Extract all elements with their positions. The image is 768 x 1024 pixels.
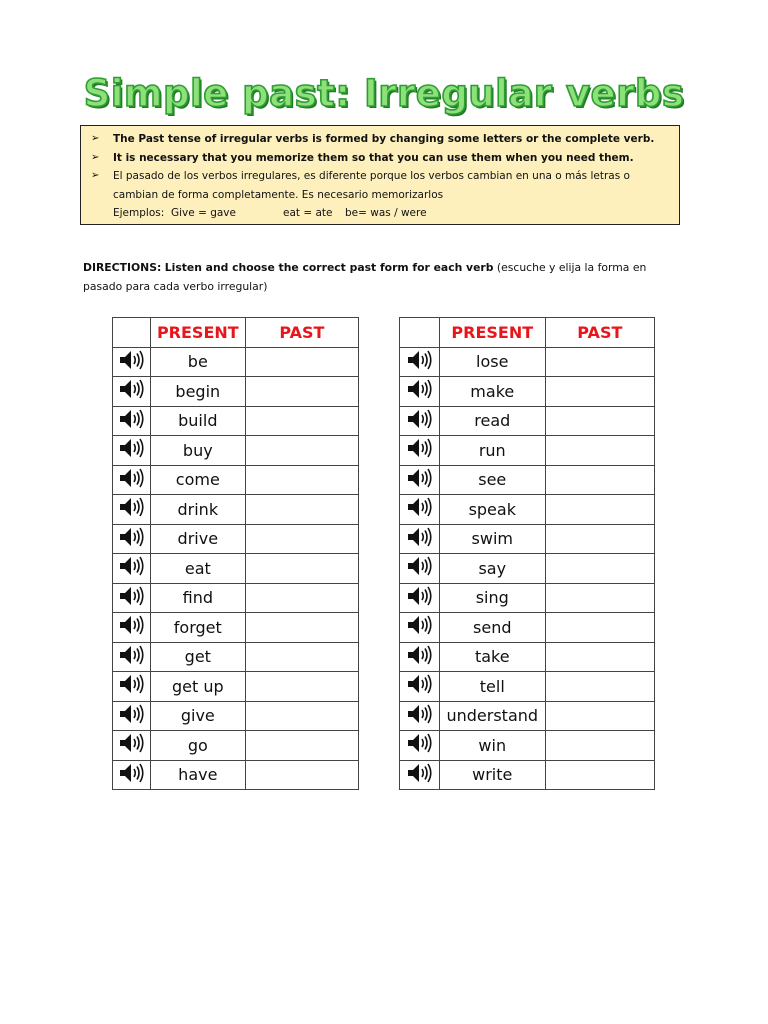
past-answer-field[interactable] — [245, 347, 358, 377]
arrow-bullet-icon: ➢ — [91, 170, 100, 181]
audio-cell — [400, 495, 440, 525]
present-verb: tell — [439, 672, 545, 702]
past-answer-field[interactable] — [245, 495, 358, 525]
info-text-2: It is necessary that you memorize them so that you can use them when you need them. — [113, 151, 634, 164]
speaker-audio-icon[interactable] — [118, 408, 144, 430]
speaker-audio-icon[interactable] — [406, 467, 432, 489]
verb-row — [113, 436, 359, 466]
verb-row — [400, 465, 655, 495]
speaker-audio-icon[interactable] — [406, 437, 432, 459]
audio-cell — [400, 406, 440, 436]
example-3: be= was / were — [345, 207, 427, 219]
verb-row — [113, 701, 359, 731]
present-verb: write — [439, 760, 545, 790]
verb-row — [113, 347, 359, 377]
verb-row — [113, 583, 359, 613]
speaker-audio-icon[interactable] — [406, 762, 432, 784]
verb-row — [400, 672, 655, 702]
info-line-4 — [91, 186, 671, 205]
past-answer-field[interactable] — [245, 406, 358, 436]
verb-row — [400, 642, 655, 672]
directions — [83, 258, 683, 296]
audio-cell — [113, 436, 151, 466]
info-box — [80, 125, 680, 225]
verb-row — [113, 406, 359, 436]
past-answer-field[interactable] — [545, 406, 654, 436]
present-verb: buy — [150, 436, 245, 466]
audio-cell — [113, 377, 151, 407]
past-answer-field[interactable] — [245, 377, 358, 407]
info-text-3a: El pasado de los verbos irregulares, es diferente porque los verbos cambian en una o más letras o — [113, 170, 630, 182]
verb-row — [400, 495, 655, 525]
past-answer-field[interactable] — [545, 701, 654, 731]
verb-row — [400, 377, 655, 407]
past-answer-field[interactable] — [245, 524, 358, 554]
verb-row — [400, 613, 655, 643]
speaker-audio-icon[interactable] — [118, 526, 144, 548]
audio-cell — [113, 524, 151, 554]
past-answer-field[interactable] — [245, 465, 358, 495]
directions-spanish-2: pasado para cada verbo irregular) — [83, 280, 268, 293]
directions-spanish-1: (escuche y elija la forma en — [496, 261, 647, 274]
verb-row — [400, 436, 655, 466]
verb-row — [113, 465, 359, 495]
past-answer-field[interactable] — [245, 731, 358, 761]
present-header: PRESENT — [150, 318, 245, 348]
present-verb: make — [439, 377, 545, 407]
speaker-audio-icon[interactable] — [406, 378, 432, 400]
directions-label: DIRECTIONS: — [83, 261, 162, 274]
past-answer-field[interactable] — [245, 554, 358, 584]
present-header: PRESENT — [439, 318, 545, 348]
speaker-audio-icon[interactable] — [118, 467, 144, 489]
verb-row — [400, 406, 655, 436]
verb-row — [113, 672, 359, 702]
speaker-audio-icon[interactable] — [406, 614, 432, 636]
past-answer-field[interactable] — [245, 701, 358, 731]
present-verb: speak — [439, 495, 545, 525]
table-header-row — [113, 318, 359, 348]
icon-column-header — [113, 318, 151, 348]
audio-cell — [113, 672, 151, 702]
past-answer-field[interactable] — [545, 347, 654, 377]
speaker-audio-icon[interactable] — [406, 555, 432, 577]
audio-cell — [113, 583, 151, 613]
past-answer-field[interactable] — [245, 760, 358, 790]
arrow-bullet-icon: ➢ — [91, 133, 100, 144]
present-verb: get up — [150, 672, 245, 702]
past-answer-field[interactable] — [545, 672, 654, 702]
speaker-audio-icon[interactable] — [406, 732, 432, 754]
audio-cell — [400, 524, 440, 554]
speaker-audio-icon[interactable] — [118, 762, 144, 784]
past-answer-field[interactable] — [545, 613, 654, 643]
speaker-audio-icon[interactable] — [118, 349, 144, 371]
present-verb: drink — [150, 495, 245, 525]
speaker-audio-icon[interactable] — [118, 437, 144, 459]
verb-row — [113, 495, 359, 525]
past-answer-field[interactable] — [545, 524, 654, 554]
example-2: eat = ate — [283, 207, 333, 219]
present-verb: understand — [439, 701, 545, 731]
past-answer-field[interactable] — [245, 672, 358, 702]
past-answer-field[interactable] — [545, 731, 654, 761]
verb-row — [400, 347, 655, 377]
verb-row — [113, 377, 359, 407]
present-verb: drive — [150, 524, 245, 554]
info-text-3b: cambian de forma completamente. Es necesario memorizarlos — [113, 188, 444, 201]
verb-row — [400, 731, 655, 761]
audio-cell — [400, 613, 440, 643]
past-answer-field[interactable] — [545, 554, 654, 584]
verb-table-right — [399, 317, 655, 790]
audio-cell — [113, 554, 151, 584]
present-verb: go — [150, 731, 245, 761]
verb-row — [113, 524, 359, 554]
audio-cell — [113, 495, 151, 525]
speaker-audio-icon[interactable] — [406, 703, 432, 725]
present-verb: win — [439, 731, 545, 761]
present-verb: say — [439, 554, 545, 584]
verb-row — [400, 524, 655, 554]
present-verb: send — [439, 613, 545, 643]
audio-cell — [113, 465, 151, 495]
audio-cell — [400, 672, 440, 702]
audio-cell — [113, 760, 151, 790]
audio-cell — [113, 731, 151, 761]
present-verb: read — [439, 406, 545, 436]
present-verb: give — [150, 701, 245, 731]
examples-line — [91, 204, 671, 223]
verb-row — [113, 731, 359, 761]
past-answer-field[interactable] — [545, 583, 654, 613]
audio-cell — [113, 613, 151, 643]
present-verb: find — [150, 583, 245, 613]
past-answer-field[interactable] — [245, 436, 358, 466]
verb-row — [400, 554, 655, 584]
speaker-audio-icon[interactable] — [118, 703, 144, 725]
speaker-audio-icon[interactable] — [118, 644, 144, 666]
speaker-audio-icon[interactable] — [118, 732, 144, 754]
icon-column-header — [400, 318, 440, 348]
past-answer-field[interactable] — [545, 760, 654, 790]
audio-cell — [400, 731, 440, 761]
audio-cell — [113, 642, 151, 672]
audio-cell — [400, 436, 440, 466]
verb-row — [400, 760, 655, 790]
present-verb: come — [150, 465, 245, 495]
past-header: PAST — [245, 318, 358, 348]
present-verb: run — [439, 436, 545, 466]
audio-cell — [400, 701, 440, 731]
present-verb: see — [439, 465, 545, 495]
past-answer-field[interactable] — [245, 583, 358, 613]
speaker-audio-icon[interactable] — [118, 585, 144, 607]
verb-table-left — [112, 317, 359, 790]
audio-cell — [113, 347, 151, 377]
past-answer-field[interactable] — [545, 377, 654, 407]
speaker-audio-icon[interactable] — [118, 555, 144, 577]
examples-label: Ejemplos: — [113, 207, 165, 219]
present-verb: begin — [150, 377, 245, 407]
past-answer-field[interactable] — [545, 495, 654, 525]
info-line-2 — [91, 149, 671, 168]
verb-row — [113, 554, 359, 584]
past-header: PAST — [545, 318, 654, 348]
verb-row — [400, 701, 655, 731]
speaker-audio-icon[interactable] — [406, 673, 432, 695]
speaker-audio-icon[interactable] — [406, 349, 432, 371]
present-verb: have — [150, 760, 245, 790]
info-line-1 — [91, 130, 671, 149]
audio-cell — [400, 642, 440, 672]
speaker-audio-icon[interactable] — [118, 496, 144, 518]
audio-cell — [400, 465, 440, 495]
audio-cell — [113, 406, 151, 436]
info-text-1: The Past tense of irregular verbs is formed by changing some letters or the complete verb. — [113, 133, 655, 145]
present-verb: swim — [439, 524, 545, 554]
present-verb: build — [150, 406, 245, 436]
audio-cell — [113, 701, 151, 731]
past-answer-field[interactable] — [245, 642, 358, 672]
directions-text: Listen and choose the correct past form for each verb — [164, 261, 494, 274]
past-answer-field[interactable] — [545, 436, 654, 466]
speaker-audio-icon[interactable] — [406, 408, 432, 430]
present-verb: lose — [439, 347, 545, 377]
present-verb: forget — [150, 613, 245, 643]
audio-cell — [400, 760, 440, 790]
speaker-audio-icon[interactable] — [406, 496, 432, 518]
speaker-audio-icon[interactable] — [406, 644, 432, 666]
speaker-audio-icon[interactable] — [118, 378, 144, 400]
audio-cell — [400, 377, 440, 407]
audio-cell — [400, 554, 440, 584]
present-verb: take — [439, 642, 545, 672]
present-verb: sing — [439, 583, 545, 613]
audio-cell — [400, 347, 440, 377]
verb-row — [113, 613, 359, 643]
info-line-3 — [91, 167, 671, 186]
example-1: Give = gave — [171, 207, 236, 219]
past-answer-field[interactable] — [245, 613, 358, 643]
present-verb: eat — [150, 554, 245, 584]
present-verb: be — [150, 347, 245, 377]
speaker-audio-icon[interactable] — [406, 526, 432, 548]
verb-row — [113, 642, 359, 672]
past-answer-field[interactable] — [545, 642, 654, 672]
verb-row — [113, 760, 359, 790]
verb-row — [400, 583, 655, 613]
table-header-row — [400, 318, 655, 348]
audio-cell — [400, 583, 440, 613]
speaker-audio-icon[interactable] — [118, 673, 144, 695]
arrow-bullet-icon: ➢ — [91, 151, 100, 163]
page-title: Simple past: Irregular verbs — [83, 72, 685, 115]
present-verb: get — [150, 642, 245, 672]
speaker-audio-icon[interactable] — [118, 614, 144, 636]
speaker-audio-icon[interactable] — [406, 585, 432, 607]
past-answer-field[interactable] — [545, 465, 654, 495]
